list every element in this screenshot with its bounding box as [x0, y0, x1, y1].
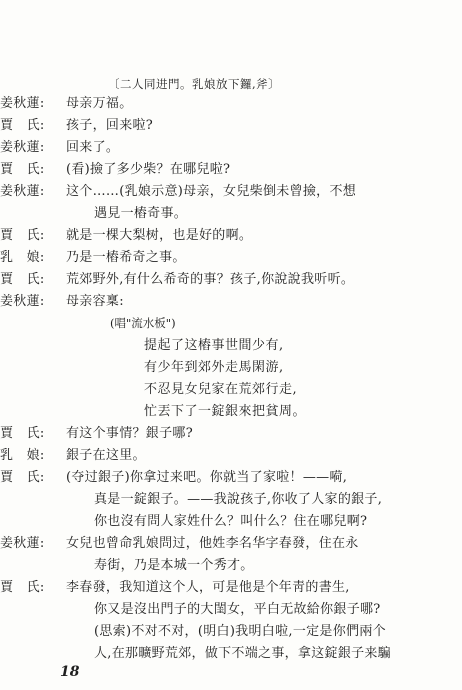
verse-line: 提起了这樁事世間少有, [144, 338, 284, 353]
tune-label: (唱"流水板") [110, 316, 176, 330]
continuation-line: (思索)不对不对，(明白)我明白啦,一定是你們兩个 [94, 624, 386, 639]
speech: 母亲万福。 [66, 96, 133, 111]
speaker: 賈 氏: [0, 162, 45, 177]
speech: 回来了。 [66, 140, 120, 155]
speech: 李春發，我知道这个人，可是他是个年靑的書生, [66, 580, 350, 595]
speech: 遇見一樁奇事。 [94, 206, 188, 221]
speech: (看)撿了多少柴？在哪兒啦? [66, 162, 231, 177]
speech: 銀子在这里。 [66, 448, 146, 463]
speaker: 賈 氏: [0, 228, 45, 243]
speech: 母亲容稟: [66, 294, 124, 309]
speech: (夺过銀子)你拿过来吧。你就当了家啦！——嗬, [66, 470, 348, 485]
speech: 有这个事情？銀子哪? [66, 426, 193, 441]
speaker: 姜秋蓮: [0, 294, 45, 309]
continuation-line: 你也沒有問人家姓什么？叫什么？住在哪兒啊? [94, 514, 368, 529]
speaker: 賈 氏: [0, 118, 45, 133]
speech: 荒郊野外,有什么希奇的事？孩子,你說說我听听。 [66, 272, 355, 287]
speech: 这个……(乳娘示意)母亲，女兒柴倒未曾撿，不想 [66, 184, 357, 199]
speaker: 姜秋蓮: [0, 140, 45, 155]
speaker: 賈 氏: [0, 426, 45, 441]
speaker: 賈 氏: [0, 580, 45, 595]
speaker: 賈 氏: [0, 470, 45, 485]
continuation-line: 你又是沒出門子的大閨女，平白无故給你銀子哪? [94, 602, 381, 617]
speaker: 姜秋蓮: [0, 536, 45, 551]
speech: 孩子，回来啦? [66, 118, 154, 133]
speaker: 乳 娘: [0, 250, 45, 265]
stage-direction: 〔二人同进門。乳娘放下鑼,斧〕 [108, 77, 281, 91]
verse-line: 有少年到郊外走馬閑游, [144, 360, 284, 375]
speech: 就是一棵大梨树，也是好的啊。 [66, 228, 253, 243]
verse-line: 不忍見女兒家在荒郊行走, [144, 382, 298, 397]
speech: 乃是一樁希奇之事。 [66, 250, 186, 265]
speaker: 賈 氏: [0, 272, 45, 287]
speaker: 姜秋蓮: [0, 96, 45, 111]
continuation-line: 人,在那曠野荒郊，做下不端之事，拿这錠銀子来騙 [94, 646, 392, 661]
speaker: 姜秋蓮: [0, 184, 45, 199]
verse-line: 忙丟下了一錠銀來把貧周。 [144, 404, 307, 419]
speaker: 乳 娘: [0, 448, 45, 463]
continuation-line: 寿街，乃是本城一个秀才。 [94, 558, 254, 573]
continuation-line: 真是一錠銀子。——我說孩子,你收了人家的銀子, [94, 492, 383, 507]
page-number: 18 [60, 664, 80, 680]
speech: 女兒也曾命乳娘問过，他姓李名华字春發，住在永 [66, 536, 359, 551]
